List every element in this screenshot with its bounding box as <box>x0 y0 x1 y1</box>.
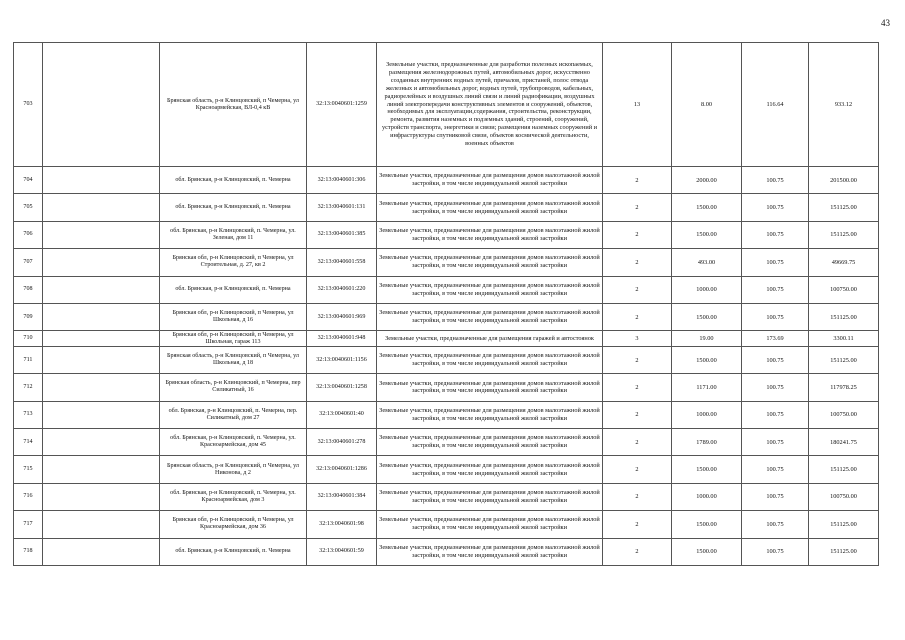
group-cell: 2 <box>603 538 672 565</box>
address-cell: обл. Брянская, р-н Клинцовский, п. Чемерна <box>160 276 307 303</box>
row-number: 718 <box>14 538 43 565</box>
address-cell: Брянская обл, р-н Клинцовский, п Чемерна, ул Красноармейская, дом 36 <box>160 511 307 538</box>
address-cell: Брянская обл, р-н Клинцовский, п Чемерна, ул Школьная, гараж 113 <box>160 331 307 347</box>
area-cell: 1789.00 <box>672 429 742 456</box>
rate-cell: 173.69 <box>742 331 809 347</box>
rate-cell: 100.75 <box>742 538 809 565</box>
table-row <box>14 167 879 194</box>
purpose-cell: Земельные участки, предназначенные для размещения домов малоэтажной жилой застройки, в том числе индивидуальной жилой застройки <box>377 374 603 401</box>
rate-cell: 100.75 <box>742 194 809 221</box>
purpose-cell: Земельные участки, предназначенные для размещения домов малоэтажной жилой застройки, в том числе индивидуальной жилой застройки <box>377 456 603 483</box>
value-cell: 933.12 <box>809 43 879 167</box>
cadastral-number-cell: 32:13:0040601:98 <box>307 511 377 538</box>
area-cell: 1500.00 <box>672 538 742 565</box>
rate-cell: 100.75 <box>742 249 809 276</box>
area-cell: 1000.00 <box>672 483 742 510</box>
table-row <box>14 456 879 483</box>
cadastral-number-cell: 32:13:0040601:969 <box>307 303 377 330</box>
area-cell: 1000.00 <box>672 276 742 303</box>
address-cell: обл. Брянская, р-н Клинцовский, п. Чемерна, ул. Красноармейская, дом 3 <box>160 483 307 510</box>
purpose-cell: Земельные участки, предназначенные для размещения домов малоэтажной жилой застройки, в том числе индивидуальной жилой застройки <box>377 276 603 303</box>
group-cell: 2 <box>603 401 672 428</box>
value-cell: 151125.00 <box>809 346 879 373</box>
purpose-cell: Земельные участки, предназначенные для размещения домов малоэтажной жилой застройки, в том числе индивидуальной жилой застройки <box>377 249 603 276</box>
table-row <box>14 249 879 276</box>
page-number: 43 <box>881 18 890 28</box>
cadastral-number-cell: 32:13:0040601:558 <box>307 249 377 276</box>
empty-cell <box>43 303 160 330</box>
empty-cell <box>43 221 160 248</box>
purpose-cell: Земельные участки, предназначенные для размещения домов малоэтажной жилой застройки, в том числе индивидуальной жилой застройки <box>377 401 603 428</box>
area-cell: 2000.00 <box>672 167 742 194</box>
purpose-cell: Земельные участки, предназначенные для размещения домов малоэтажной жилой застройки, в том числе индивидуальной жилой застройки <box>377 483 603 510</box>
value-cell: 151125.00 <box>809 511 879 538</box>
purpose-cell: Земельные участки, предназначенные для размещения домов малоэтажной жилой застройки, в том числе индивидуальной жилой застройки <box>377 538 603 565</box>
empty-cell <box>43 276 160 303</box>
cadastral-number-cell: 32:13:0040601:948 <box>307 331 377 347</box>
table-row <box>14 429 879 456</box>
address-cell: обл. Брянская, р-н Клинцовский, п. Чемерна <box>160 194 307 221</box>
area-cell: 19.00 <box>672 331 742 347</box>
row-number: 716 <box>14 483 43 510</box>
area-cell: 1500.00 <box>672 303 742 330</box>
empty-cell <box>43 346 160 373</box>
address-cell: Брянская область, р-н Клинцовский, п Чемерна, пер Силикатный, 16 <box>160 374 307 401</box>
purpose-cell: Земельные участки, предназначенные для размещения домов малоэтажной жилой застройки, в том числе индивидуальной жилой застройки <box>377 167 603 194</box>
group-cell: 3 <box>603 331 672 347</box>
cadastral-table <box>13 42 879 566</box>
cadastral-number-cell: 32:13:0040601:1258 <box>307 374 377 401</box>
rate-cell: 100.75 <box>742 429 809 456</box>
empty-cell <box>43 456 160 483</box>
value-cell: 151125.00 <box>809 538 879 565</box>
group-cell: 13 <box>603 43 672 167</box>
rate-cell: 100.75 <box>742 346 809 373</box>
row-number: 712 <box>14 374 43 401</box>
value-cell: 100750.00 <box>809 401 879 428</box>
table-row <box>14 538 879 565</box>
empty-cell <box>43 538 160 565</box>
row-number: 713 <box>14 401 43 428</box>
row-number: 714 <box>14 429 43 456</box>
area-cell: 1500.00 <box>672 456 742 483</box>
cadastral-number-cell: 32:13:0040601:59 <box>307 538 377 565</box>
purpose-cell: Земельные участки, предназначенные для размещения домов малоэтажной жилой застройки, в том числе индивидуальной жилой застройки <box>377 303 603 330</box>
value-cell: 49669.75 <box>809 249 879 276</box>
value-cell: 151125.00 <box>809 194 879 221</box>
rate-cell: 100.75 <box>742 221 809 248</box>
area-cell: 1500.00 <box>672 194 742 221</box>
rate-cell: 100.75 <box>742 511 809 538</box>
cadastral-number-cell: 32:13:0040601:220 <box>307 276 377 303</box>
address-cell: Брянская область, р-н Клинцовский, п Чемерна, ул Никонова, д 2 <box>160 456 307 483</box>
cadastral-number-cell: 32:13:0040601:385 <box>307 221 377 248</box>
group-cell: 2 <box>603 303 672 330</box>
cadastral-number-cell: 32:13:0040601:384 <box>307 483 377 510</box>
group-cell: 2 <box>603 483 672 510</box>
cadastral-number-cell: 32:13:0040601:1286 <box>307 456 377 483</box>
group-cell: 2 <box>603 249 672 276</box>
area-cell: 493.00 <box>672 249 742 276</box>
rate-cell: 100.75 <box>742 276 809 303</box>
row-number: 708 <box>14 276 43 303</box>
table-row <box>14 303 879 330</box>
row-number: 711 <box>14 346 43 373</box>
empty-cell <box>43 511 160 538</box>
address-cell: обл. Брянская, р-н Клинцовский, п. Чемерна, ул. Красноармейская, дом 45 <box>160 429 307 456</box>
address-cell: Брянская область, р-н Клинцовский, п Чемерна, ул Красноармейская, ВЛ-0,4 кВ <box>160 43 307 167</box>
area-cell: 1500.00 <box>672 511 742 538</box>
value-cell: 151125.00 <box>809 303 879 330</box>
group-cell: 2 <box>603 221 672 248</box>
table-row <box>14 331 879 347</box>
group-cell: 2 <box>603 511 672 538</box>
value-cell: 117978.25 <box>809 374 879 401</box>
row-number: 709 <box>14 303 43 330</box>
purpose-cell: Земельные участки, предназначенные для размещения домов малоэтажной жилой застройки, в том числе индивидуальной жилой застройки <box>377 429 603 456</box>
row-number: 715 <box>14 456 43 483</box>
address-cell: обл. Брянская, р-н Клинцовский, п. Чемерна <box>160 167 307 194</box>
value-cell: 180241.75 <box>809 429 879 456</box>
cadastral-number-cell: 32:13:0040601:40 <box>307 401 377 428</box>
group-cell: 2 <box>603 429 672 456</box>
area-cell: 8.00 <box>672 43 742 167</box>
row-number: 704 <box>14 167 43 194</box>
empty-cell <box>43 483 160 510</box>
rate-cell: 100.75 <box>742 483 809 510</box>
rate-cell: 100.75 <box>742 303 809 330</box>
area-cell: 1500.00 <box>672 221 742 248</box>
cadastral-number-cell: 32:13:0040601:1156 <box>307 346 377 373</box>
table-row <box>14 374 879 401</box>
area-cell: 1000.00 <box>672 401 742 428</box>
address-cell: Брянская область, р-н Клинцовский, п Чемерна, ул Школьная, д 18 <box>160 346 307 373</box>
table-body <box>14 43 879 566</box>
address-cell: Брянская обл, р-н Клинцовский, п Чемерна, ул Школьная, д 16 <box>160 303 307 330</box>
cadastral-number-cell: 32:13:0040601:306 <box>307 167 377 194</box>
rate-cell: 116.64 <box>742 43 809 167</box>
value-cell: 151125.00 <box>809 221 879 248</box>
empty-cell <box>43 374 160 401</box>
table-row <box>14 401 879 428</box>
cadastral-number-cell: 32:13:0040601:1259 <box>307 43 377 167</box>
table-row <box>14 43 879 167</box>
empty-cell <box>43 167 160 194</box>
empty-cell <box>43 43 160 167</box>
address-cell: обл. Брянская, р-н Клинцовский, п. Чемерна <box>160 538 307 565</box>
value-cell: 151125.00 <box>809 456 879 483</box>
cadastral-number-cell: 32:13:0040601:278 <box>307 429 377 456</box>
table-row <box>14 346 879 373</box>
table-row <box>14 194 879 221</box>
address-cell: обл. Брянская, р-н Клинцовский, п. Чемерна, пер. Силикатный, дом 27 <box>160 401 307 428</box>
group-cell: 2 <box>603 374 672 401</box>
table-row <box>14 483 879 510</box>
group-cell: 2 <box>603 194 672 221</box>
empty-cell <box>43 331 160 347</box>
purpose-cell: Земельные участки, предназначенные для размещения гаражей и автостоянок <box>377 331 603 347</box>
area-cell: 1171.00 <box>672 374 742 401</box>
table-row <box>14 276 879 303</box>
rate-cell: 100.75 <box>742 456 809 483</box>
empty-cell <box>43 401 160 428</box>
rate-cell: 100.75 <box>742 374 809 401</box>
value-cell: 100750.00 <box>809 276 879 303</box>
table-row <box>14 511 879 538</box>
table-row <box>14 221 879 248</box>
empty-cell <box>43 249 160 276</box>
purpose-cell: Земельные участки, предназначенные для размещения домов малоэтажной жилой застройки, в том числе индивидуальной жилой застройки <box>377 194 603 221</box>
row-number: 705 <box>14 194 43 221</box>
row-number: 707 <box>14 249 43 276</box>
purpose-cell: Земельные участки, предназначенные для размещения домов малоэтажной жилой застройки, в том числе индивидуальной жилой застройки <box>377 511 603 538</box>
group-cell: 2 <box>603 456 672 483</box>
row-number: 706 <box>14 221 43 248</box>
value-cell: 201500.00 <box>809 167 879 194</box>
group-cell: 2 <box>603 276 672 303</box>
group-cell: 2 <box>603 346 672 373</box>
purpose-cell: Земельные участки, предназначенные для размещения домов малоэтажной жилой застройки, в том числе индивидуальной жилой застройки <box>377 346 603 373</box>
purpose-cell: Земельные участки, предназначенные для размещения домов малоэтажной жилой застройки, в том числе индивидуальной жилой застройки <box>377 221 603 248</box>
row-number: 703 <box>14 43 43 167</box>
cadastral-number-cell: 32:13:0040601:131 <box>307 194 377 221</box>
address-cell: Брянская обл, р-н Клинцовский, п Чемерна, ул Строительная, д. 27, кв 2 <box>160 249 307 276</box>
group-cell: 2 <box>603 167 672 194</box>
rate-cell: 100.75 <box>742 167 809 194</box>
empty-cell <box>43 194 160 221</box>
rate-cell: 100.75 <box>742 401 809 428</box>
row-number: 717 <box>14 511 43 538</box>
empty-cell <box>43 429 160 456</box>
value-cell: 100750.00 <box>809 483 879 510</box>
area-cell: 1500.00 <box>672 346 742 373</box>
value-cell: 3300.11 <box>809 331 879 347</box>
purpose-cell: Земельные участки, предназначенные для разработки полезных ископаемых, размещения железнодорожных путей, автомобильных дорог, искусственно созданных внутренних водных путей, причалов, пристаней, полос отвода железных и автомобильных дорог, водных путей, трубопроводов, кабельных, радиорелейных и воздушных линий связи и линий радиофикации, воздушных линий электропередачи конструктивных элементов и сооружений, объектов, необходимых для эксплуатации,содержания, строительства, реконструкции, ремонта, развития наземных и подземных зданий, строений, сооружений, устройств транспорта, энергетики и связи; размещения наземных сооружений и инфраструктуры спутниковой связи, объектов космической деятельности, военных объектов <box>377 43 603 167</box>
row-number: 710 <box>14 331 43 347</box>
address-cell: обл. Брянская, р-н Клинцовский, п. Чемерна, ул. Зеленая, дом 11 <box>160 221 307 248</box>
